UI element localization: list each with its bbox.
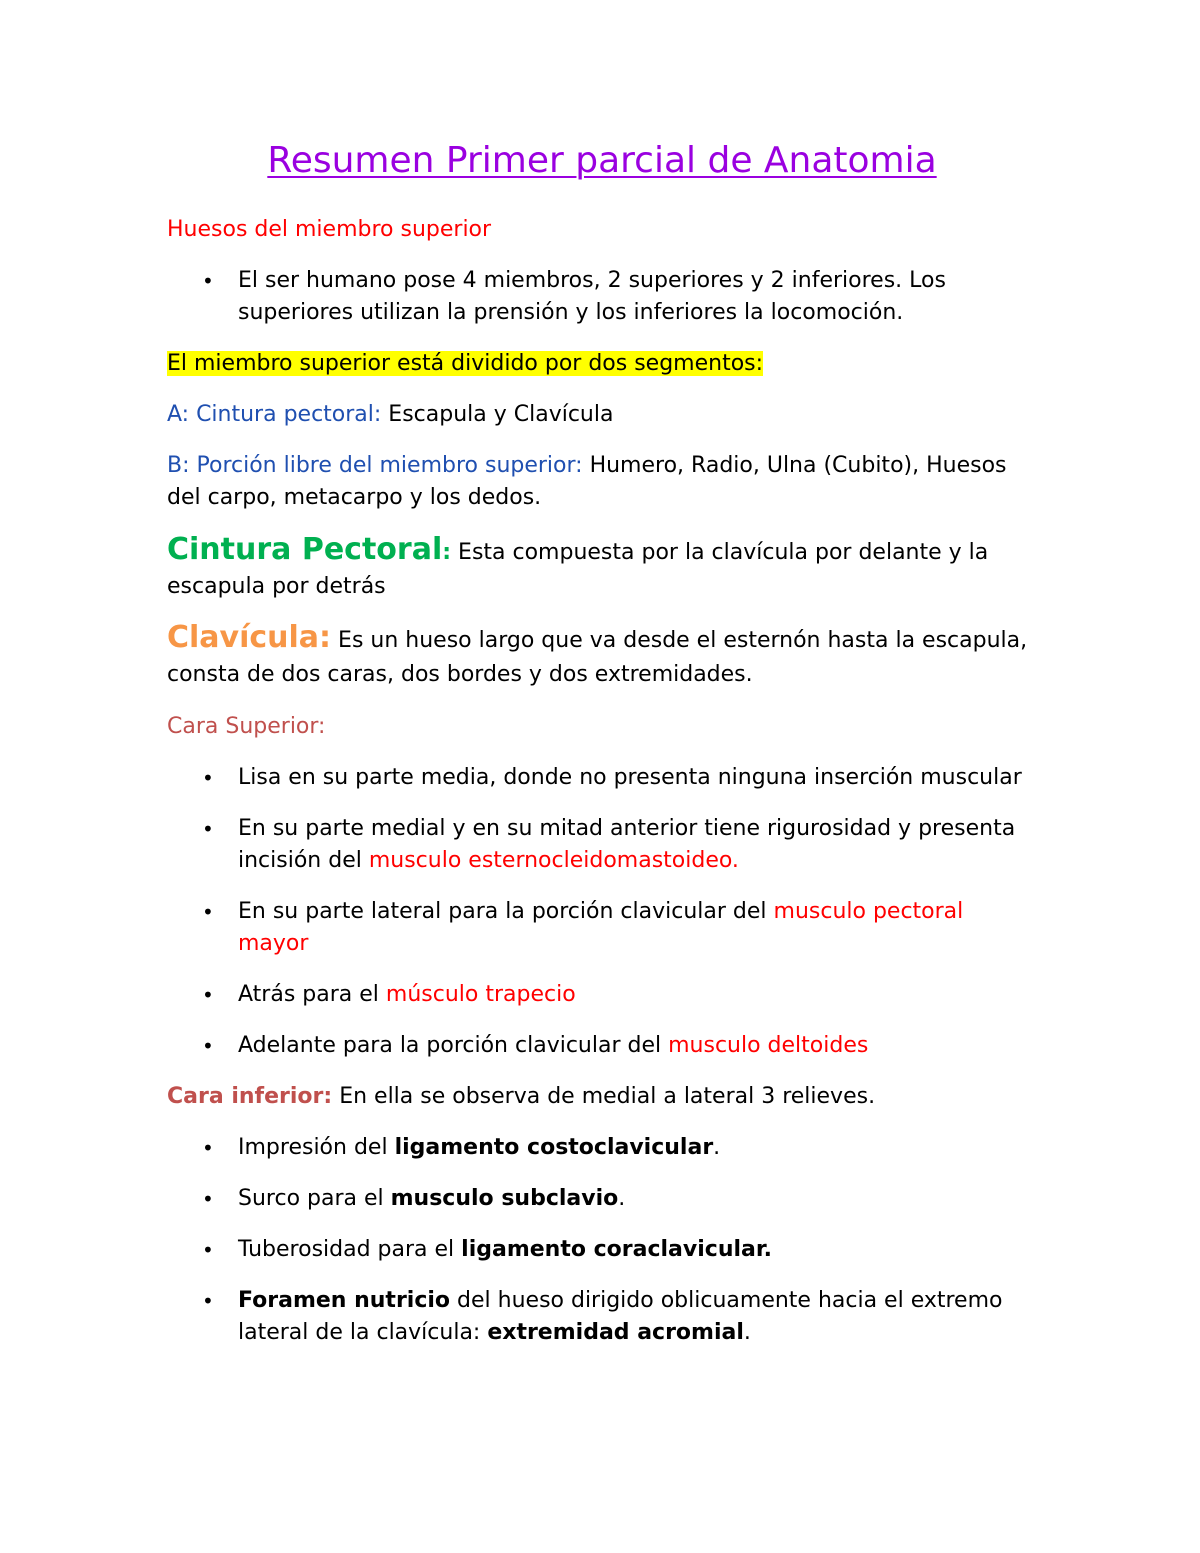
list-item-text: Tuberosidad para el [238, 1237, 462, 1262]
list-item-end: . [713, 1135, 721, 1160]
muscle-name: músculo trapecio [385, 982, 576, 1007]
document-title: Resumen Primer parcial de Anatomia [267, 140, 937, 181]
list-item [167, 813, 1037, 877]
cara-inferior-text: En ella se observa de medial a lateral 3 relieves. [332, 1084, 876, 1109]
list-item-text: Impresión del [238, 1135, 395, 1160]
muscle-name: musculo deltoides [668, 1033, 869, 1058]
intro-list [167, 265, 1037, 329]
list-item-text: El ser humano pose 4 miembros, 2 superiores y 2 inferiores. Los superiores utilizan la prensión y los inferiores la locomoción. [238, 268, 946, 325]
list-item-text: Lisa en su parte media, donde no presenta ninguna inserción muscular [238, 765, 1022, 790]
document-page [167, 138, 1037, 1349]
segment-b-text: Humero, Radio, Ulna (Cubito), Huesos del carpo, metacarpo y los dedos. [167, 453, 1007, 510]
segment-b-label: B: Porción libre del miembro superior: [167, 453, 583, 478]
segment-a-paragraph [167, 399, 1037, 431]
cintura-paragraph [167, 533, 1037, 604]
clavicula-paragraph [167, 621, 1037, 692]
clavicula-heading: Clavícula: [167, 620, 332, 655]
cara-superior-heading: Cara Superior: [167, 714, 326, 739]
list-item [167, 1132, 1037, 1164]
cara-inferior-paragraph [167, 1081, 1037, 1113]
list-item-text: Surco para el [238, 1186, 391, 1211]
highlighted-text: El miembro superior está dividido por dos segmentos: [167, 351, 764, 376]
bullet-icon: • [202, 983, 214, 1007]
bold-term: musculo subclavio [390, 1186, 619, 1211]
list-item [167, 762, 1037, 794]
list-item-end: . [743, 1320, 751, 1345]
list-item [167, 1030, 1037, 1062]
list-item [167, 1183, 1037, 1215]
list-item-text: En su parte lateral para la porción clavicular del [238, 899, 774, 924]
segment-b-paragraph [167, 450, 1037, 514]
list-item [167, 1234, 1037, 1266]
bullet-icon: • [202, 1187, 214, 1211]
section-heading-huesos: Huesos del miembro superior [167, 217, 492, 242]
segment-a-text: Escapula y Clavícula [381, 402, 614, 427]
muscle-name: musculo esternocleidomastoideo. [368, 848, 739, 873]
cara-superior-list [167, 762, 1037, 1062]
muscle-name: musculo pectoral mayor [238, 899, 964, 956]
bold-term: ligamento coraclavicular. [461, 1237, 772, 1262]
segment-a-label: A: Cintura pectoral: [167, 402, 382, 427]
list-item-text: Adelante para la porción clavicular del [238, 1033, 669, 1058]
bullet-icon: • [202, 900, 214, 924]
bullet-icon: • [202, 1034, 214, 1058]
bold-term: Foramen nutricio [238, 1288, 451, 1313]
bullet-icon: • [202, 766, 214, 790]
clavicula-text: Es un hueso largo que va desde el esternón hasta la escapula, consta de dos caras, dos bordes y dos extremidades. [167, 628, 1028, 687]
list-item [167, 1285, 1037, 1349]
list-item-text: Atrás para el [238, 982, 386, 1007]
bullet-icon: • [202, 817, 214, 841]
list-item-text: En su parte medial y en su mitad anterior tiene rigurosidad y presenta incisión del [238, 816, 1016, 873]
cara-inferior-list [167, 1132, 1037, 1349]
bullet-icon: • [202, 1136, 214, 1160]
list-item-end: . [618, 1186, 626, 1211]
bullet-icon: • [202, 1238, 214, 1262]
list-item [167, 979, 1037, 1011]
cintura-text: Esta compuesta por la clavícula por delante y la escapula por detrás [167, 540, 989, 599]
cara-inferior-heading: Cara inferior: [167, 1084, 333, 1109]
list-item-text: del hueso dirigido oblicuamente hacia el extremo lateral de la clavícula: [238, 1288, 1003, 1345]
division-paragraph [167, 348, 1037, 380]
list-item [167, 896, 1037, 960]
bold-term: extremidad acromial [487, 1320, 744, 1345]
bullet-icon: • [202, 1289, 214, 1313]
list-item [167, 265, 1037, 329]
bullet-icon: • [202, 269, 214, 293]
cintura-heading: Cintura Pectoral [167, 532, 443, 567]
cintura-colon: : [442, 540, 452, 565]
bold-term: ligamento costoclavicular [394, 1135, 714, 1160]
